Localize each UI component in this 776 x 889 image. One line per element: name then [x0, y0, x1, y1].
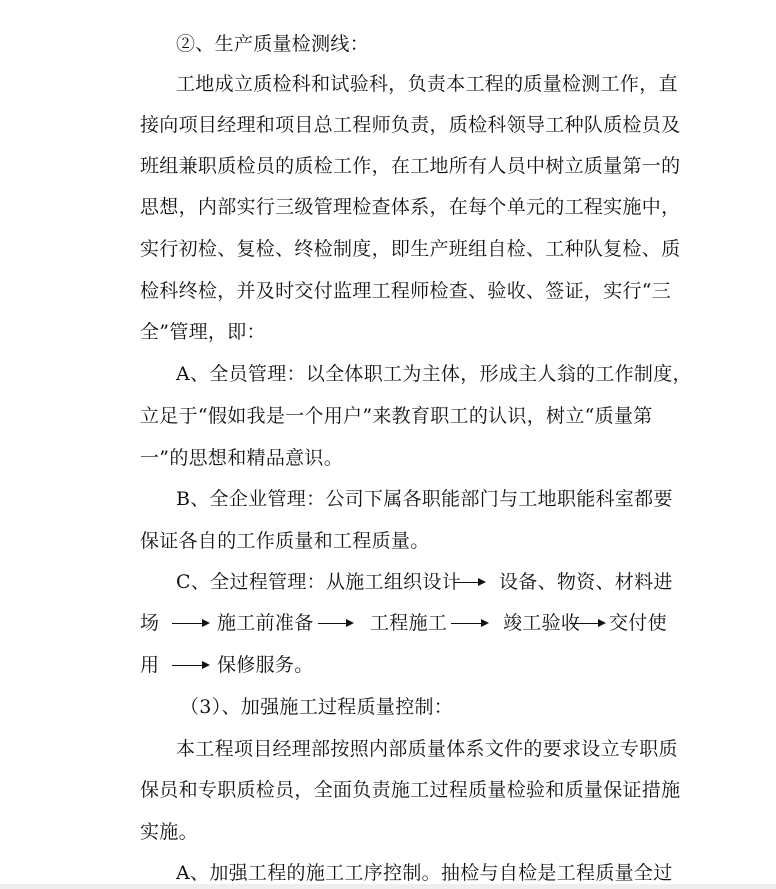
flow-prefix: C、全过程管理：从施工组织设计 — [176, 571, 462, 593]
paragraph-line: 工地成立质检科和试验科，负责本工程的质量检测工作，直 — [176, 73, 678, 95]
paragraph-line: 立足于“假如我是一个用户”来教育职工的认识，树立“质量第 — [140, 405, 653, 427]
paragraph-line: 保证各自的工作质量和工程质量。 — [140, 530, 430, 552]
paragraph-line: 接向项目经理和项目总工程师负责，质检科领导工种队质检员及 — [140, 114, 681, 136]
paragraph-line: 检科终检，并及时交付监理工程师检查、验收、签证，实行“三 — [140, 280, 672, 302]
paragraph-line: 实行初检、复检、终检制度，即生产班组自检、工种队复检、质 — [140, 238, 681, 260]
flow-arrow-icon — [454, 582, 484, 583]
flow-step: 保修服务。 — [217, 654, 314, 676]
flow-arrow-icon — [318, 623, 352, 624]
paragraph-line: 班组兼职质检员的质检工作，在工地所有人员中树立质量第一的 — [140, 155, 681, 177]
paragraph-line: 全”管理，即： — [140, 321, 266, 343]
flow-step: 竣工验收 — [503, 612, 581, 634]
paragraph-line: 思想，内部实行三级管理检查体系，在每个单元的工程实施中， — [140, 196, 681, 218]
heading-production-quality-line: ②、生产质量检测线： — [176, 33, 370, 55]
page-bottom-edge — [0, 884, 776, 889]
flow-arrow-icon — [172, 623, 208, 624]
flow-arrow-icon — [570, 623, 604, 624]
flow-step: 工程施工 — [370, 612, 448, 634]
flow-arrow-icon — [451, 623, 487, 624]
flow-step: 场 — [140, 612, 160, 634]
paragraph-line: 实施。 — [140, 821, 198, 843]
paragraph-line: A、加强工程的施工工序控制。抽检与自检是工程质量全过 — [176, 862, 673, 884]
flow-arrow-icon — [172, 665, 208, 666]
flow-step: 用 — [140, 654, 160, 676]
paragraph-line: 保员和专职质检员，全面负责施工过程质量检验和质量保证措施 — [140, 779, 681, 801]
heading-construction-process-control: （3）、加强施工过程质量控制： — [180, 696, 454, 718]
flow-step: 施工前准备 — [217, 612, 314, 634]
paragraph-line: B、全企业管理：公司下属各职能部门与工地职能科室都要 — [176, 488, 673, 510]
flow-step: 设备、物资、材料进 — [499, 571, 673, 593]
paragraph-line: 一”的思想和精品意识。 — [140, 447, 344, 469]
paragraph-line: 本工程项目经理部按照内部质量体系文件的要求设立专职质 — [176, 738, 678, 760]
flow-step: 交付使 — [609, 612, 667, 634]
paragraph-line: A、全员管理：以全体职工为主体，形成主人翁的工作制度， — [176, 363, 692, 385]
